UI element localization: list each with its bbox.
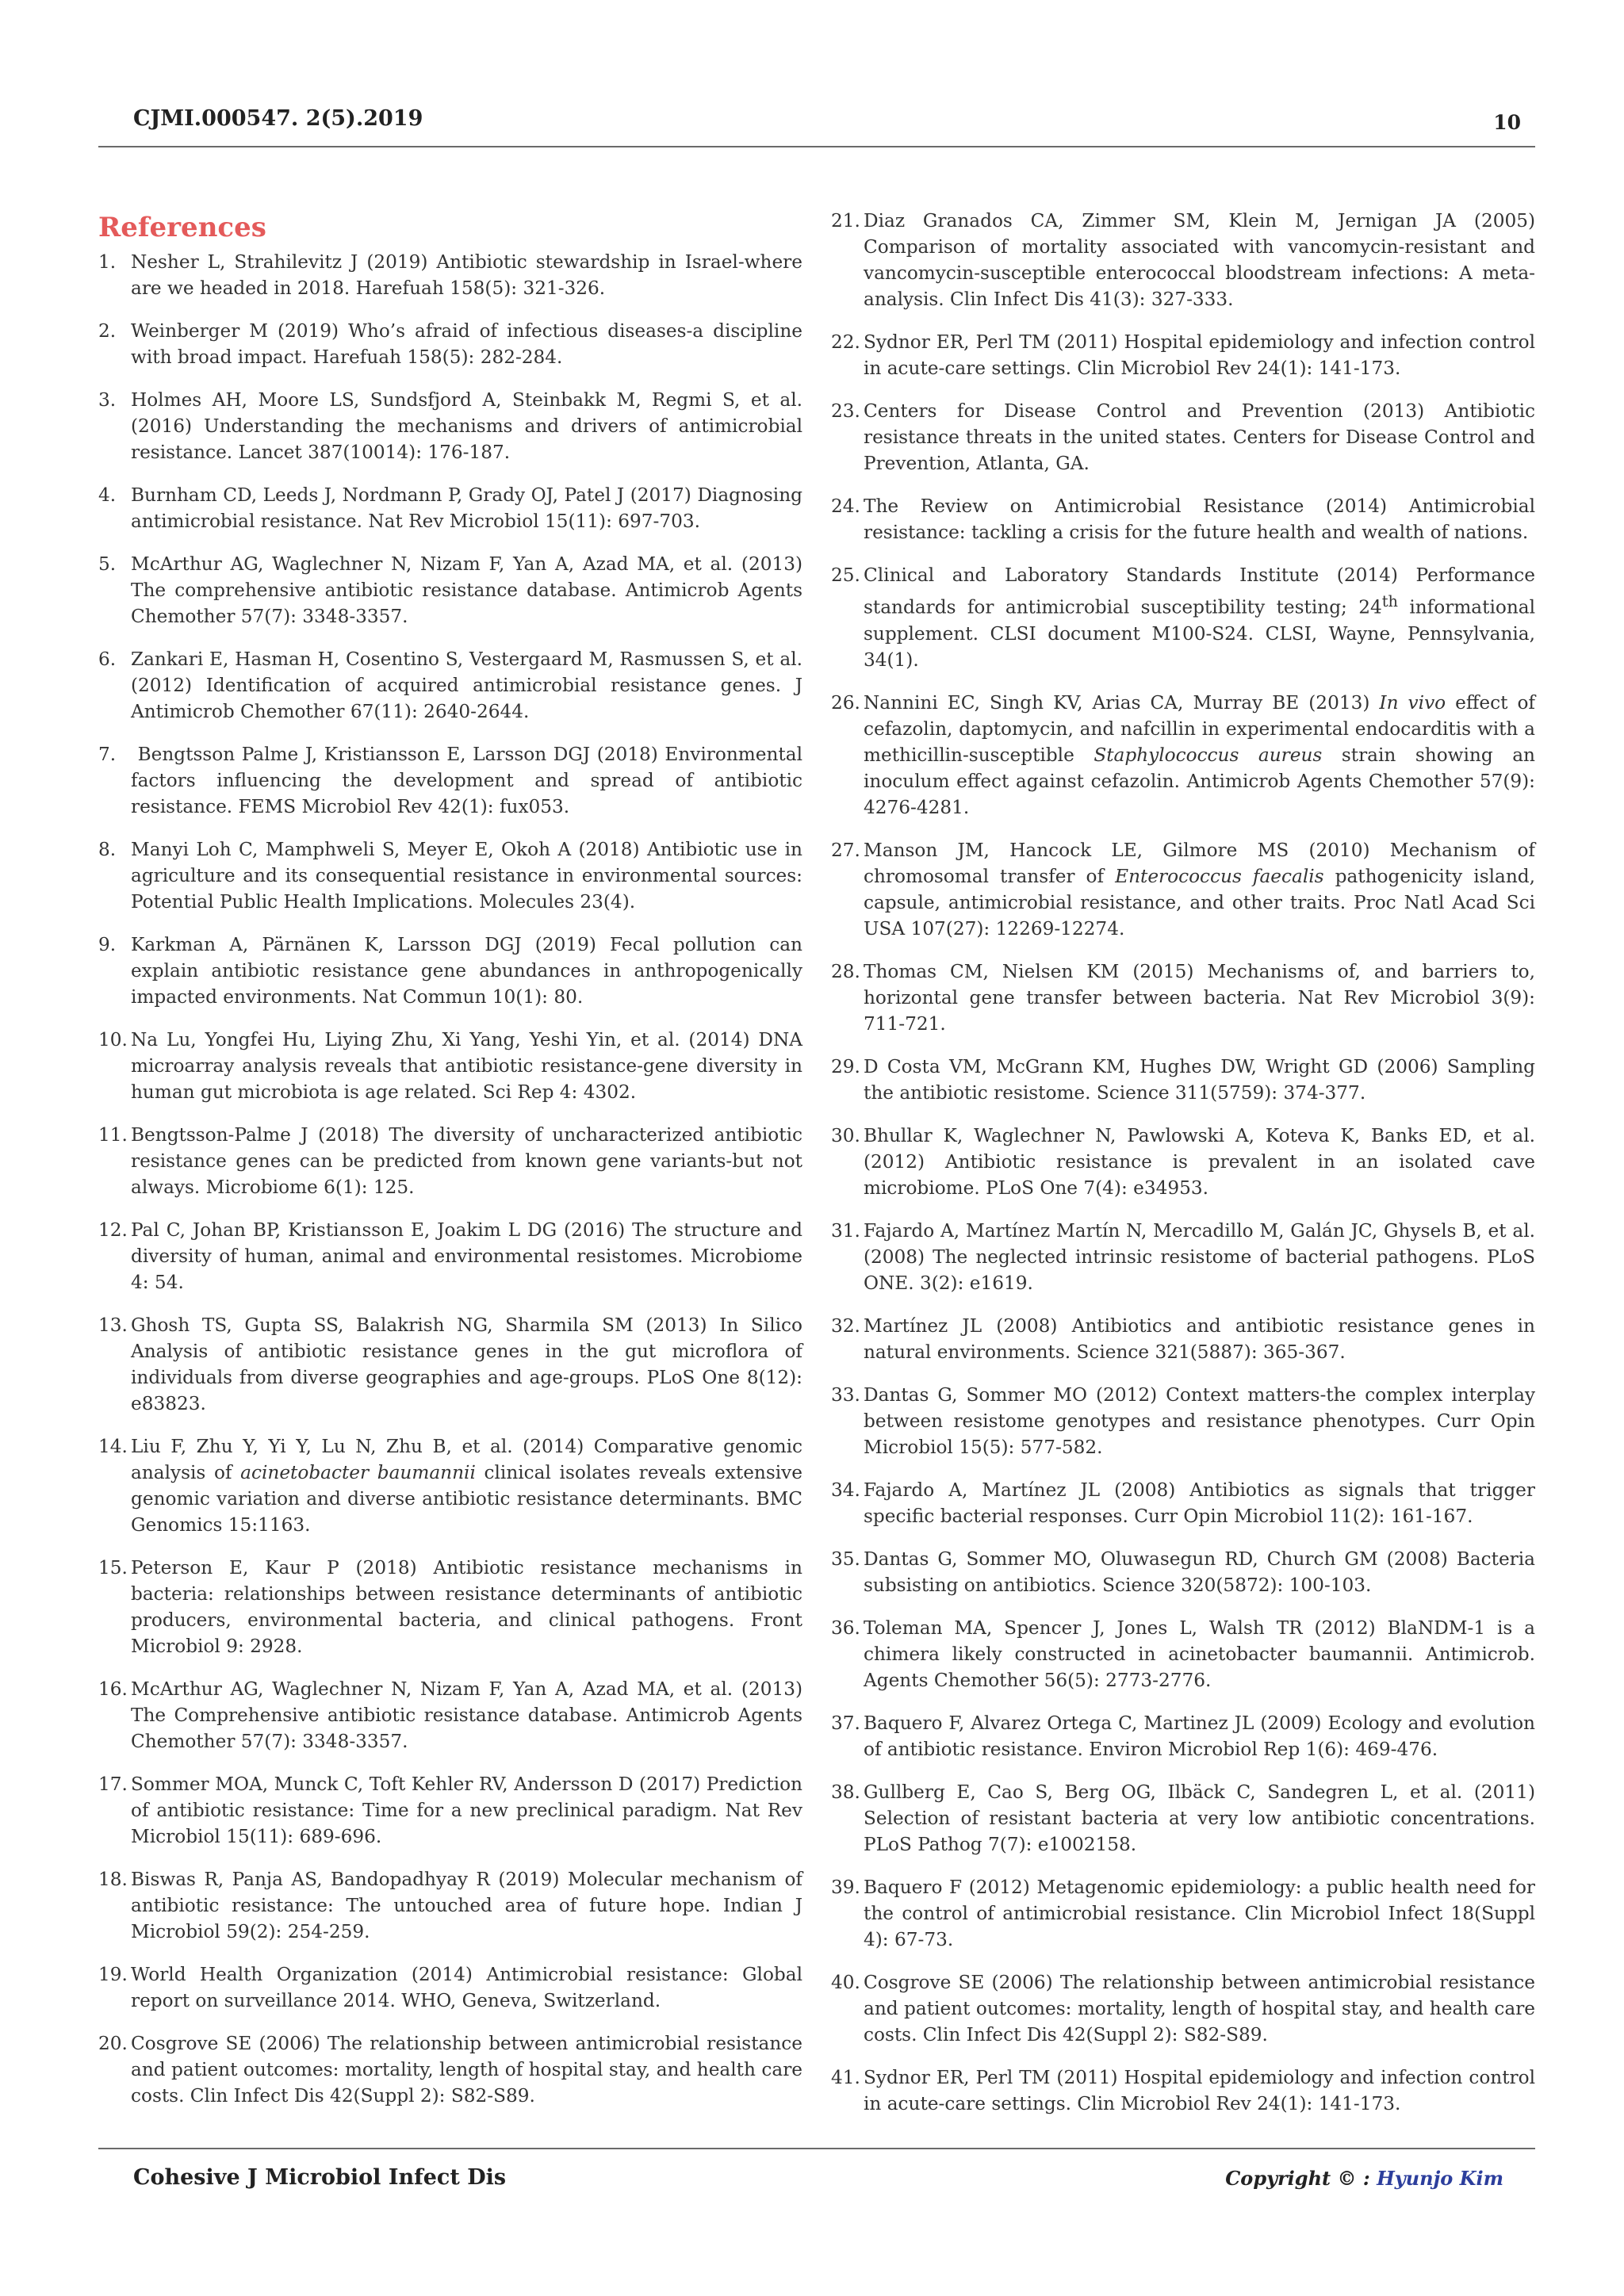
reference-text: Toleman MA, Spencer J, Jones L, Walsh TR (2012) BlaNDM-1 is a chimera likely constructed in acinetobacter baumannii. Antimicrob. Agents Chemother 56(5): 2773-2776.: [864, 1617, 1535, 1691]
reference-number: 30.: [831, 1124, 860, 1146]
reference-number: 35.: [831, 1548, 860, 1570]
reference-text: Weinberger M (2019) Who’s afraid of infectious diseases-a discipline with broad impact. Harefuah 158(5): 282-284.: [131, 320, 802, 368]
reference-item: [98, 1676, 802, 1755]
reference-text: Peterson E, Kaur P (2018) Antibiotic resistance mechanisms in bacteria: relationships between resistance determinants of antibiotic producers, environmental bacteria, and clinical pathogens. Front Microbiol 9: 2928.: [131, 1557, 802, 1657]
reference-text: McArthur AG, Waglechner N, Nizam F, Yan A, Azad MA, et al. (2013) The comprehensive antibiotic resistance database. Antimicrob Agents Chemother 57(7): 3348-3357.: [131, 553, 802, 627]
reference-number: 19.: [98, 1964, 128, 1985]
reference-item: [831, 493, 1535, 545]
reference-item: [831, 1710, 1535, 1762]
footer-journal-name: Cohesive J Microbiol Infect Dis: [133, 2165, 507, 2190]
reference-text: Cosgrove SE (2006) The relationship between antimicrobial resistance and patient outcomes: mortality, length of hospital stay, and health care costs. Clin Infect Dis 42(Suppl 2): S82-S89.: [131, 2033, 802, 2107]
references-column-right: [831, 208, 1535, 2133]
reference-item: [831, 1123, 1535, 1201]
reference-text: Cosgrove SE (2006) The relationship between antimicrobial resistance and patient outcomes: mortality, length of hospital stay, and health care costs. Clin Infect Dis 42(Suppl 2): S82-S89.: [864, 1971, 1535, 2045]
reference-number: 8.: [98, 839, 117, 860]
reference-number: 20.: [98, 2033, 128, 2054]
reference-text: Manson JM, Hancock LE, Gilmore MS (2010) Mechanism of chromosomal transfer of Enterococcus faecalis pathogenicity island, capsule, antimicrobial resistance, and other traits. Proc Natl Acad Sci USA 107(27): 12269-12274.: [864, 839, 1535, 939]
reference-number: 3.: [98, 389, 117, 411]
reference-item: [98, 2030, 802, 2109]
reference-item: [98, 551, 802, 629]
reference-text: World Health Organization (2014) Antimicrobial resistance: Global report on surveillance 2014. WHO, Geneva, Switzerland.: [131, 1964, 802, 2011]
reference-text: Centers for Disease Control and Prevention (2013) Antibiotic resistance threats in the united states. Centers for Disease Control and Prevention, Atlanta, GA.: [864, 400, 1535, 474]
reference-number: 5.: [98, 553, 117, 575]
reference-text: Dantas G, Sommer MO (2012) Context matters-the complex interplay between resistome genotypes and resistance phenotypes. Curr Opin Microbiol 15(5): 577-582.: [864, 1383, 1535, 1458]
reference-item: [98, 482, 802, 534]
reference-number: 4.: [98, 484, 117, 506]
reference-item: [98, 1122, 802, 1200]
page-number: 10: [1493, 111, 1521, 134]
reference-text: Martínez JL (2008) Antibiotics and antibiotic resistance genes in natural environments. Science 321(5887): 365-367.: [864, 1314, 1535, 1363]
reference-item: [98, 932, 802, 1010]
reference-item: [831, 959, 1535, 1037]
reference-text: Na Lu, Yongfei Hu, Liying Zhu, Xi Yang, Yeshi Yin, et al. (2014) DNA microarray analysis reveals that antibiotic resistance-gene diversity in human gut microbiota is age related. Sci Rep 4: 4302.: [131, 1029, 802, 1103]
reference-text: Liu F, Zhu Y, Yi Y, Lu N, Zhu B, et al. (2014) Comparative genomic analysis of acinetobacter baumannii clinical isolates reveals extensive genomic variation and diverse antibiotic resistance determinants. BMC Genomics 15:1163.: [131, 1436, 802, 1536]
reference-text: Bengtsson Palme J, Kristiansson E, Larsson DGJ (2018) Environmental factors influencing the development and spread of antibiotic resistance. FEMS Microbiol Rev 42(1): fux053.: [131, 744, 802, 817]
reference-number: 25.: [831, 564, 860, 586]
reference-number: 22.: [831, 331, 860, 353]
references-heading: References: [98, 212, 266, 243]
reference-item: [98, 249, 802, 301]
reference-item: [98, 1027, 802, 1105]
footer-copyright: [1225, 2167, 1503, 2190]
reference-text: Zankari E, Hasman H, Cosentino S, Vestergaard M, Rasmussen S, et al. (2012) Identification of acquired antimicrobial resistance genes. J Antimicrob Chemother 67(11): 2640-2644.: [131, 649, 802, 722]
reference-number: 32.: [831, 1314, 860, 1337]
reference-number: 31.: [831, 1219, 860, 1242]
reference-number: 9.: [98, 934, 117, 955]
reference-item: [98, 1555, 802, 1659]
reference-item: [98, 318, 802, 370]
reference-number: 15.: [98, 1557, 128, 1578]
reference-number: 17.: [98, 1774, 128, 1795]
reference-text: Sydnor ER, Perl TM (2011) Hospital epidemiology and infection control in acute-care settings. Clin Microbiol Rev 24(1): 141-173.: [864, 2066, 1535, 2114]
reference-item: [831, 562, 1535, 673]
reference-list-left: [98, 249, 802, 2109]
reference-item: [831, 690, 1535, 821]
reference-number: 23.: [831, 400, 860, 422]
reference-text: McArthur AG, Waglechner N, Nizam F, Yan A, Azad MA, et al. (2013) The Comprehensive antibiotic resistance database. Antimicrob Agents Chemother 57(7): 3348-3357.: [131, 1678, 802, 1752]
reference-item: [831, 1477, 1535, 1529]
reference-number: 38.: [831, 1781, 860, 1803]
reference-text: Gullberg E, Cao S, Berg OG, Ilbäck C, Sandegren L, et al. (2011) Selection of resistant bacteria at very low antibiotic concentrations. PLoS Pathog 7(7): e1002158.: [864, 1781, 1535, 1855]
reference-number: 2.: [98, 320, 117, 342]
reference-item: [98, 387, 802, 465]
reference-number: 7.: [98, 744, 117, 765]
reference-text: Nesher L, Strahilevitz J (2019) Antibiotic stewardship in Israel-where are we headed in 2018. Harefuah 158(5): 321-326.: [131, 251, 802, 299]
reference-text: Ghosh TS, Gupta SS, Balakrish NG, Sharmila SM (2013) In Silico Analysis of antibiotic resistance genes in the gut microflora of individuals from diverse geographies and age-groups. PLoS One 8(12): e83823.: [131, 1314, 802, 1414]
reference-text: Baquero F, Alvarez Ortega C, Martinez JL (2009) Ecology and evolution of antibiotic resistance. Environ Microbiol Rep 1(6): 469-476.: [864, 1712, 1535, 1760]
copyright-label: Copyright ©: [1225, 2167, 1357, 2190]
reference-number: 21.: [831, 210, 860, 232]
reference-number: 36.: [831, 1617, 860, 1639]
reference-text: Fajardo A, Martínez JL (2008) Antibiotics as signals that trigger specific bacterial responses. Curr Opin Microbiol 11(2): 161-167.: [864, 1479, 1535, 1527]
reference-number: 39.: [831, 1876, 860, 1898]
reference-item: [98, 1771, 802, 1850]
reference-item: [831, 329, 1535, 381]
reference-item: [98, 741, 802, 820]
reference-number: 14.: [98, 1436, 128, 1457]
reference-number: 33.: [831, 1383, 860, 1406]
journal-id: CJMI.000547. 2(5).2019: [133, 106, 423, 131]
reference-text: D Costa VM, McGrann KM, Hughes DW, Wright GD (2006) Sampling the antibiotic resistome. Science 311(5759): 374-377.: [864, 1055, 1535, 1104]
reference-text: Baquero F (2012) Metagenomic epidemiology: a public health need for the control of antimicrobial resistance. Clin Microbiol Infect 18(Suppl 4): 67-73.: [864, 1876, 1535, 1950]
reference-text: Manyi Loh C, Mamphweli S, Meyer E, Okoh A (2018) Antibiotic use in agriculture and its consequential resistance in environmental sources: Potential Public Health Implications. Molecules 23(4).: [131, 839, 802, 913]
reference-text: Nannini EC, Singh KV, Arias CA, Murray BE (2013) In vivo effect of cefazolin, daptomycin, and nafcillin in experimental endocarditis with a methicillin-susceptible Staphylococcus aureus strain showing an inoculum effect against cefazolin. Antimicrob Agents Chemother 57(9): 4276-4281.: [864, 691, 1535, 818]
reference-number: 18.: [98, 1869, 128, 1890]
reference-item: [831, 1969, 1535, 2048]
reference-item: [831, 208, 1535, 312]
reference-text: Karkman A, Pärnänen K, Larsson DGJ (2019) Fecal pollution can explain antibiotic resistance gene abundances in anthropogenically impacted environments. Nat Commun 10(1): 80.: [131, 934, 802, 1008]
reference-number: 40.: [831, 1971, 860, 1993]
reference-text: The Review on Antimicrobial Resistance (2014) Antimicrobial resistance: tackling a crisis for the future health and wealth of nations.: [864, 496, 1535, 543]
page-header: [98, 101, 1535, 147]
reference-text: Fajardo A, Martínez Martín N, Mercadillo M, Galán JC, Ghysels B, et al. (2008) The neglected intrinsic resistome of bacterial pathogens. PLoS ONE. 3(2): e1619.: [864, 1219, 1535, 1294]
reference-text: Thomas CM, Nielsen KM (2015) Mechanisms of, and barriers to, horizontal gene transfer between bacteria. Nat Rev Microbiol 3(9): 711-721.: [864, 960, 1535, 1035]
reference-item: [831, 1546, 1535, 1598]
reference-item: [98, 1217, 802, 1295]
reference-item: [831, 1054, 1535, 1106]
copyright-author-link[interactable]: Hyunjo Kim: [1377, 2167, 1503, 2190]
reference-number: 28.: [831, 960, 860, 982]
reference-text: Bhullar K, Waglechner N, Pawlowski A, Koteva K, Banks ED, et al. (2012) Antibiotic resistance is prevalent in an isolated cave microbiome. PLoS One 7(4): e34953.: [864, 1124, 1535, 1199]
reference-text: Dantas G, Sommer MO, Oluwasegun RD, Church GM (2008) Bacteria subsisting on antibiotics. Science 320(5872): 100-103.: [864, 1548, 1535, 1596]
reference-number: 24.: [831, 496, 860, 517]
reference-item: [831, 398, 1535, 476]
reference-number: 6.: [98, 649, 117, 670]
reference-number: 41.: [831, 2066, 860, 2088]
reference-number: 29.: [831, 1055, 860, 1077]
reference-number: 1.: [98, 251, 117, 273]
reference-number: 12.: [98, 1219, 128, 1241]
reference-item: [831, 1779, 1535, 1858]
reference-number: 37.: [831, 1712, 860, 1734]
reference-number: 26.: [831, 691, 860, 714]
reference-number: 11.: [98, 1124, 128, 1146]
reference-number: 13.: [98, 1314, 128, 1336]
reference-item: [831, 1218, 1535, 1296]
reference-text: Bengtsson-Palme J (2018) The diversity of uncharacterized antibiotic resistance genes can be predicted from known gene variants-but not always. Microbiome 6(1): 125.: [131, 1124, 802, 1198]
reference-item: [831, 1874, 1535, 1953]
reference-item: [98, 1433, 802, 1538]
reference-item: [98, 1961, 802, 2014]
reference-text: Sydnor ER, Perl TM (2011) Hospital epidemiology and infection control in acute-care settings. Clin Microbiol Rev 24(1): 141-173.: [864, 331, 1535, 379]
reference-item: [831, 2064, 1535, 2117]
reference-text: Biswas R, Panja AS, Bandopadhyay R (2019) Molecular mechanism of antibiotic resistance: The untouched area of future hope. Indian J Microbiol 59(2): 254-259.: [131, 1869, 802, 1942]
references-column-left: [98, 208, 802, 2126]
reference-number: 10.: [98, 1029, 128, 1050]
reference-number: 16.: [98, 1678, 128, 1700]
reference-item: [98, 646, 802, 725]
page-footer: [98, 2148, 1535, 2197]
reference-text: Burnham CD, Leeds J, Nordmann P, Grady OJ, Patel J (2017) Diagnosing antimicrobial resistance. Nat Rev Microbiol 15(11): 697-703.: [131, 484, 802, 532]
reference-item: [98, 1312, 802, 1417]
reference-item: [831, 1615, 1535, 1693]
reference-item: [98, 1866, 802, 1945]
reference-text: Diaz Granados CA, Zimmer SM, Klein M, Jernigan JA (2005) Comparison of mortality associated with vancomycin-resistant and vancomycin-susceptible enterococcal bloodstream infections: A meta-analysis. Clin Infect Dis 41(3): 327-333.: [864, 210, 1535, 310]
reference-text: Sommer MOA, Munck C, Toft Kehler RV, Andersson D (2017) Prediction of antibiotic resistance: Time for a new preclinical paradigm. Nat Rev Microbiol 15(11): 689-696.: [131, 1774, 802, 1847]
reference-number: 27.: [831, 839, 860, 861]
reference-text: Pal C, Johan BP, Kristiansson E, Joakim L DG (2016) The structure and diversity of human, animal and environmental resistomes. Microbiome 4: 54.: [131, 1219, 802, 1293]
copyright-separator: :: [1356, 2167, 1377, 2190]
reference-text: Clinical and Laboratory Standards Institute (2014) Performance standards for antimicrobial susceptibility testing; 24th informational supplement. CLSI document M100-S24. CLSI, Wayne, Pennsylvania, 34(1).: [864, 564, 1535, 671]
reference-item: [831, 1382, 1535, 1460]
reference-item: [831, 837, 1535, 942]
reference-number: 34.: [831, 1479, 860, 1501]
reference-item: [831, 1313, 1535, 1365]
reference-item: [98, 836, 802, 915]
reference-list-right: [831, 208, 1535, 2117]
reference-text: Holmes AH, Moore LS, Sundsfjord A, Steinbakk M, Regmi S, et al. (2016) Understanding the mechanisms and drivers of antimicrobial resistance. Lancet 387(10014): 176-187.: [131, 389, 802, 463]
